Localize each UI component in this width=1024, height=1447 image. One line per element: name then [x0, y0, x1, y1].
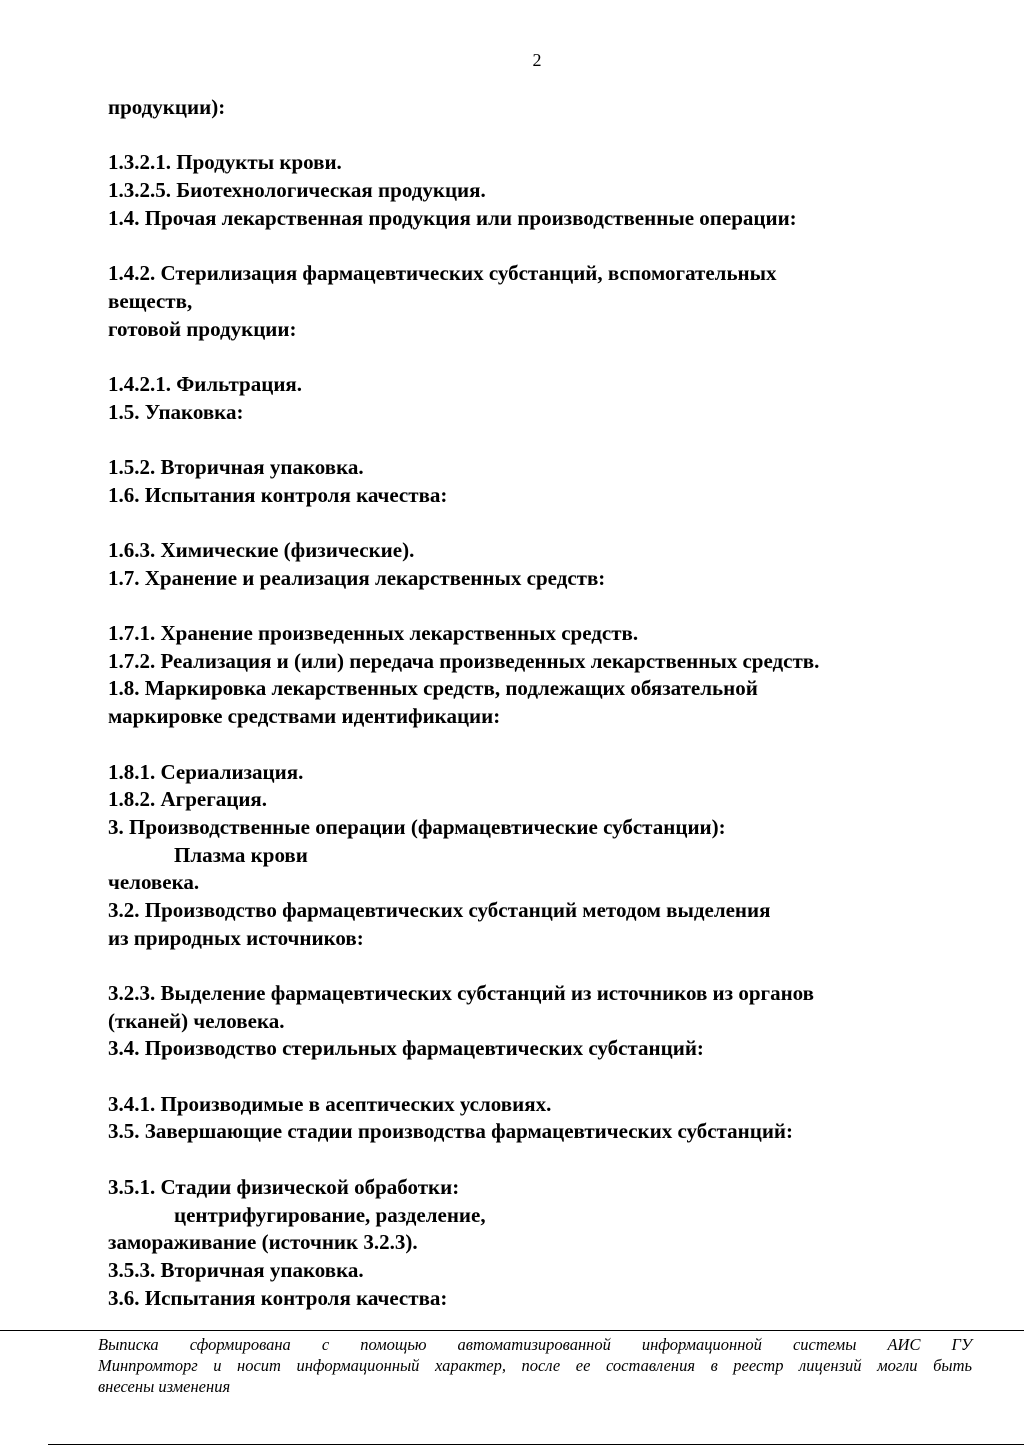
text-line: 1.6. Испытания контроля качества: — [108, 482, 448, 507]
text-line: 1.8.1. Сериализация. — [108, 759, 304, 784]
blank-line — [108, 343, 968, 371]
document-body — [108, 94, 968, 1312]
text-line: 3.2.3. Выделение фармацевтических субстанций из источников из органов — [108, 981, 814, 1005]
page-number: 2 — [532, 50, 542, 70]
blank-line — [108, 1146, 968, 1174]
text-line: замораживание (источник 3.2.3). — [108, 1230, 418, 1255]
text-line: 3. Производственные операции (фармацевтические субстанции): — [108, 814, 726, 839]
blank-line — [108, 731, 968, 759]
footer-divider — [0, 1330, 1024, 1331]
text-line-indented: Плазма крови — [174, 842, 308, 867]
blank-line — [108, 592, 968, 620]
text-line: 3.4.1. Производимые в асептических условиях. — [108, 1091, 552, 1116]
blank-line — [108, 509, 968, 537]
footer-line-2: Минпромторг и носит информационный характер, после ее составления в реестр лицензий могли быть — [98, 1356, 972, 1375]
text-line: готовой продукции: — [108, 316, 297, 341]
blank-line — [108, 122, 968, 150]
text-line: 1.4.2. Стерилизация фармацевтических субстанций, вспомогательных — [108, 261, 777, 286]
text-line: маркировке средствами идентификации: — [108, 704, 501, 729]
text-line: 1.3.2.5. Биотехнологическая продукция. — [108, 178, 486, 203]
text-line: 1.5.2. Вторичная упаковка. — [108, 454, 364, 479]
footer-line-3: внесены изменения — [98, 1377, 231, 1396]
text-line: 1.7. Хранение и реализация лекарственных средств: — [108, 565, 606, 590]
text-line: 1.3.2.1. Продукты крови. — [108, 150, 342, 175]
text-line: 1.4. Прочая лекарственная продукция или производственные операции: — [108, 205, 797, 230]
blank-line — [108, 1063, 968, 1091]
text-line: 3.5.3. Вторичная упаковка. — [108, 1257, 364, 1282]
text-line: 1.8.2. Агрегация. — [108, 787, 268, 812]
text-line: 3.2. Производство фармацевтических субстанций методом выделения — [108, 897, 771, 922]
bottom-divider — [48, 1444, 1024, 1445]
footer-disclaimer — [98, 1334, 972, 1397]
blank-line — [108, 952, 968, 980]
text-line: 3.5. Завершающие стадии производства фармацевтических субстанций: — [108, 1119, 794, 1144]
text-line: 1.5. Упаковка: — [108, 399, 244, 424]
text-line: из природных источников: — [108, 925, 364, 950]
text-line: продукции): — [108, 95, 226, 119]
text-line: 1.8. Маркировка лекарственных средств, подлежащих обязательной — [108, 676, 758, 701]
text-line: 3.4. Производство стерильных фармацевтических субстанций: — [108, 1036, 704, 1061]
text-line-indented: центрифугирование, разделение, — [174, 1202, 486, 1227]
blank-line — [108, 232, 968, 260]
text-line: веществ, — [108, 288, 193, 313]
text-line: 1.7.2. Реализация и (или) передача произведенных лекарственных средств. — [108, 648, 820, 673]
text-line: 1.7.1. Хранение произведенных лекарственных средств. — [108, 621, 639, 646]
text-line: 3.5.1. Стадии физической обработки: — [108, 1174, 460, 1199]
text-line: 3.6. Испытания контроля качества: — [108, 1285, 448, 1310]
blank-line — [108, 426, 968, 454]
text-line: человека. — [108, 870, 200, 895]
text-line: (тканей) человека. — [108, 1008, 285, 1033]
footer-line-1: Выписка сформирована с помощью автоматизированной информационной системы АИС ГУ — [98, 1335, 972, 1354]
text-line: 1.4.2.1. Фильтрация. — [108, 371, 303, 396]
text-line: 1.6.3. Химические (физические). — [108, 538, 415, 562]
